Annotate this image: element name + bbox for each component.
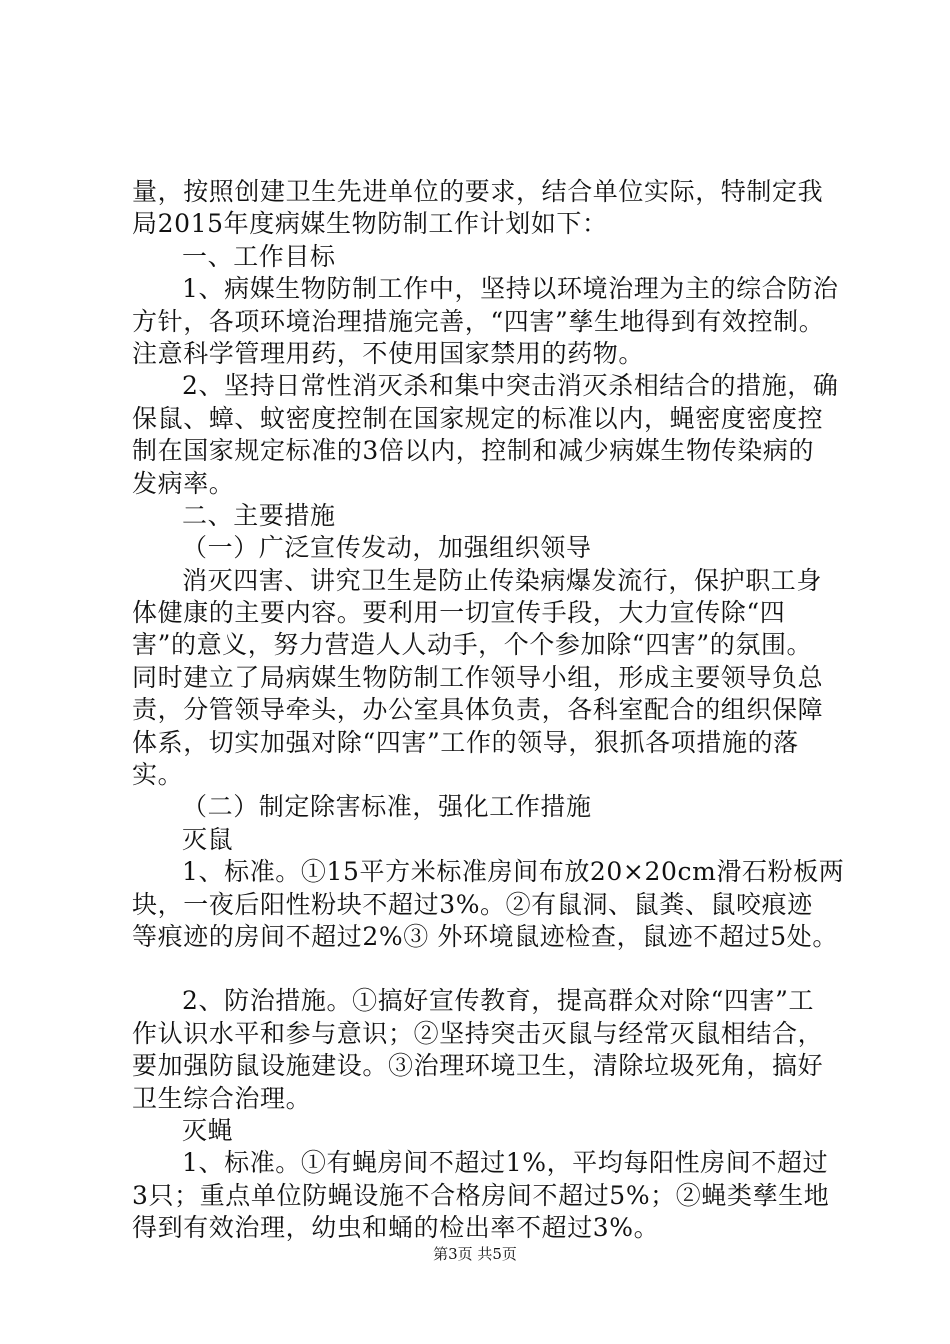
text-line: 量，按照创建卫生先进单位的要求，结合单位实际，特制定我: [132, 177, 824, 206]
text-line: 发病率。: [132, 468, 235, 498]
subsection-heading: （二）制定除害标准，强化工作措施: [182, 792, 592, 822]
topic-heading: 灭蝇: [182, 1115, 234, 1145]
text-line: 1、标准。①有蝇房间不超过1%，平均每阳性房间不超过: [182, 1148, 829, 1178]
text-line: 卫生综合治理。: [132, 1083, 312, 1113]
page-number: 第3页 共5页: [433, 1245, 517, 1263]
document-body: [132, 176, 845, 1245]
text-line: 得到有效治理，幼虫和蛹的检出率不超过3%。: [132, 1213, 660, 1243]
text-line: 等痕迹的房间不超过2%③ 外环境鼠迹检查，鼠迹不超过5处。: [132, 921, 838, 951]
text-line: 体健康的主要内容。要利用一切宣传手段，大力宣传除“四: [132, 598, 786, 628]
topic-heading: 灭鼠: [182, 824, 234, 854]
text-line: 1、病媒生物防制工作中，坚持以环境治理为主的综合防治: [182, 274, 839, 304]
text-line: 3只；重点单位防蝇设施不合格房间不超过5%；②蝇类孳生地: [132, 1180, 830, 1210]
text-line: 保鼠、蟑、蚊密度控制在国家规定的标准以内，蝇密度密度控: [132, 403, 824, 433]
paragraph-gap: [132, 953, 832, 985]
subsection-heading: （一）广泛宣传发动，加强组织领导: [182, 533, 592, 563]
text-line: 块，一夜后阳性粉块不超过3%。②有鼠洞、鼠粪、鼠咬痕迹: [132, 889, 813, 919]
text-line: 同时建立了局病媒生物防制工作领导小组，形成主要领导负总: [132, 662, 824, 692]
text-line: 责，分管领导牵头，办公室具体负责，各科室配合的组织保障: [132, 695, 824, 725]
text-line: 方针，各项环境治理措施完善，“四害”孳生地得到有效控制。: [132, 306, 825, 336]
text-line: 2、防治措施。①搞好宣传教育，提高群众对除“四害”工: [182, 986, 815, 1016]
section-heading: 一、工作目标: [182, 241, 336, 271]
text-line: 要加强防鼠设施建设。③治理环境卫生，清除垃圾死角，搞好: [132, 1051, 824, 1081]
page-footer: [0, 1244, 950, 1264]
section-heading: 二、主要措施: [182, 500, 336, 530]
text-line: 体系，切实加强对除“四害”工作的领导，狠抓各项措施的落: [132, 727, 799, 757]
text-line: 1、标准。①15平方米标准房间布放20×20cm滑石粉板两: [182, 857, 845, 887]
text-line: 局2015年度病媒生物防制工作计划如下：: [132, 209, 608, 239]
text-line: 实。: [132, 760, 184, 790]
text-line: 作认识水平和参与意识；②坚持突击灭鼠与经常灭鼠相结合，: [132, 1018, 824, 1048]
text-line: 制在国家规定标准的3倍以内，控制和减少病媒生物传染病的: [132, 436, 815, 466]
text-line: 2、坚持日常性消灭杀和集中突击消灭杀相结合的措施，确: [182, 371, 839, 401]
text-line: 注意科学管理用药，不使用国家禁用的药物。: [132, 338, 645, 368]
text-line: 消灭四害、讲究卫生是防止传染病爆发流行，保护职工身: [182, 565, 823, 595]
text-line: 害”的意义，努力营造人人动手，个个参加除“四害”的氛围。: [132, 630, 813, 660]
